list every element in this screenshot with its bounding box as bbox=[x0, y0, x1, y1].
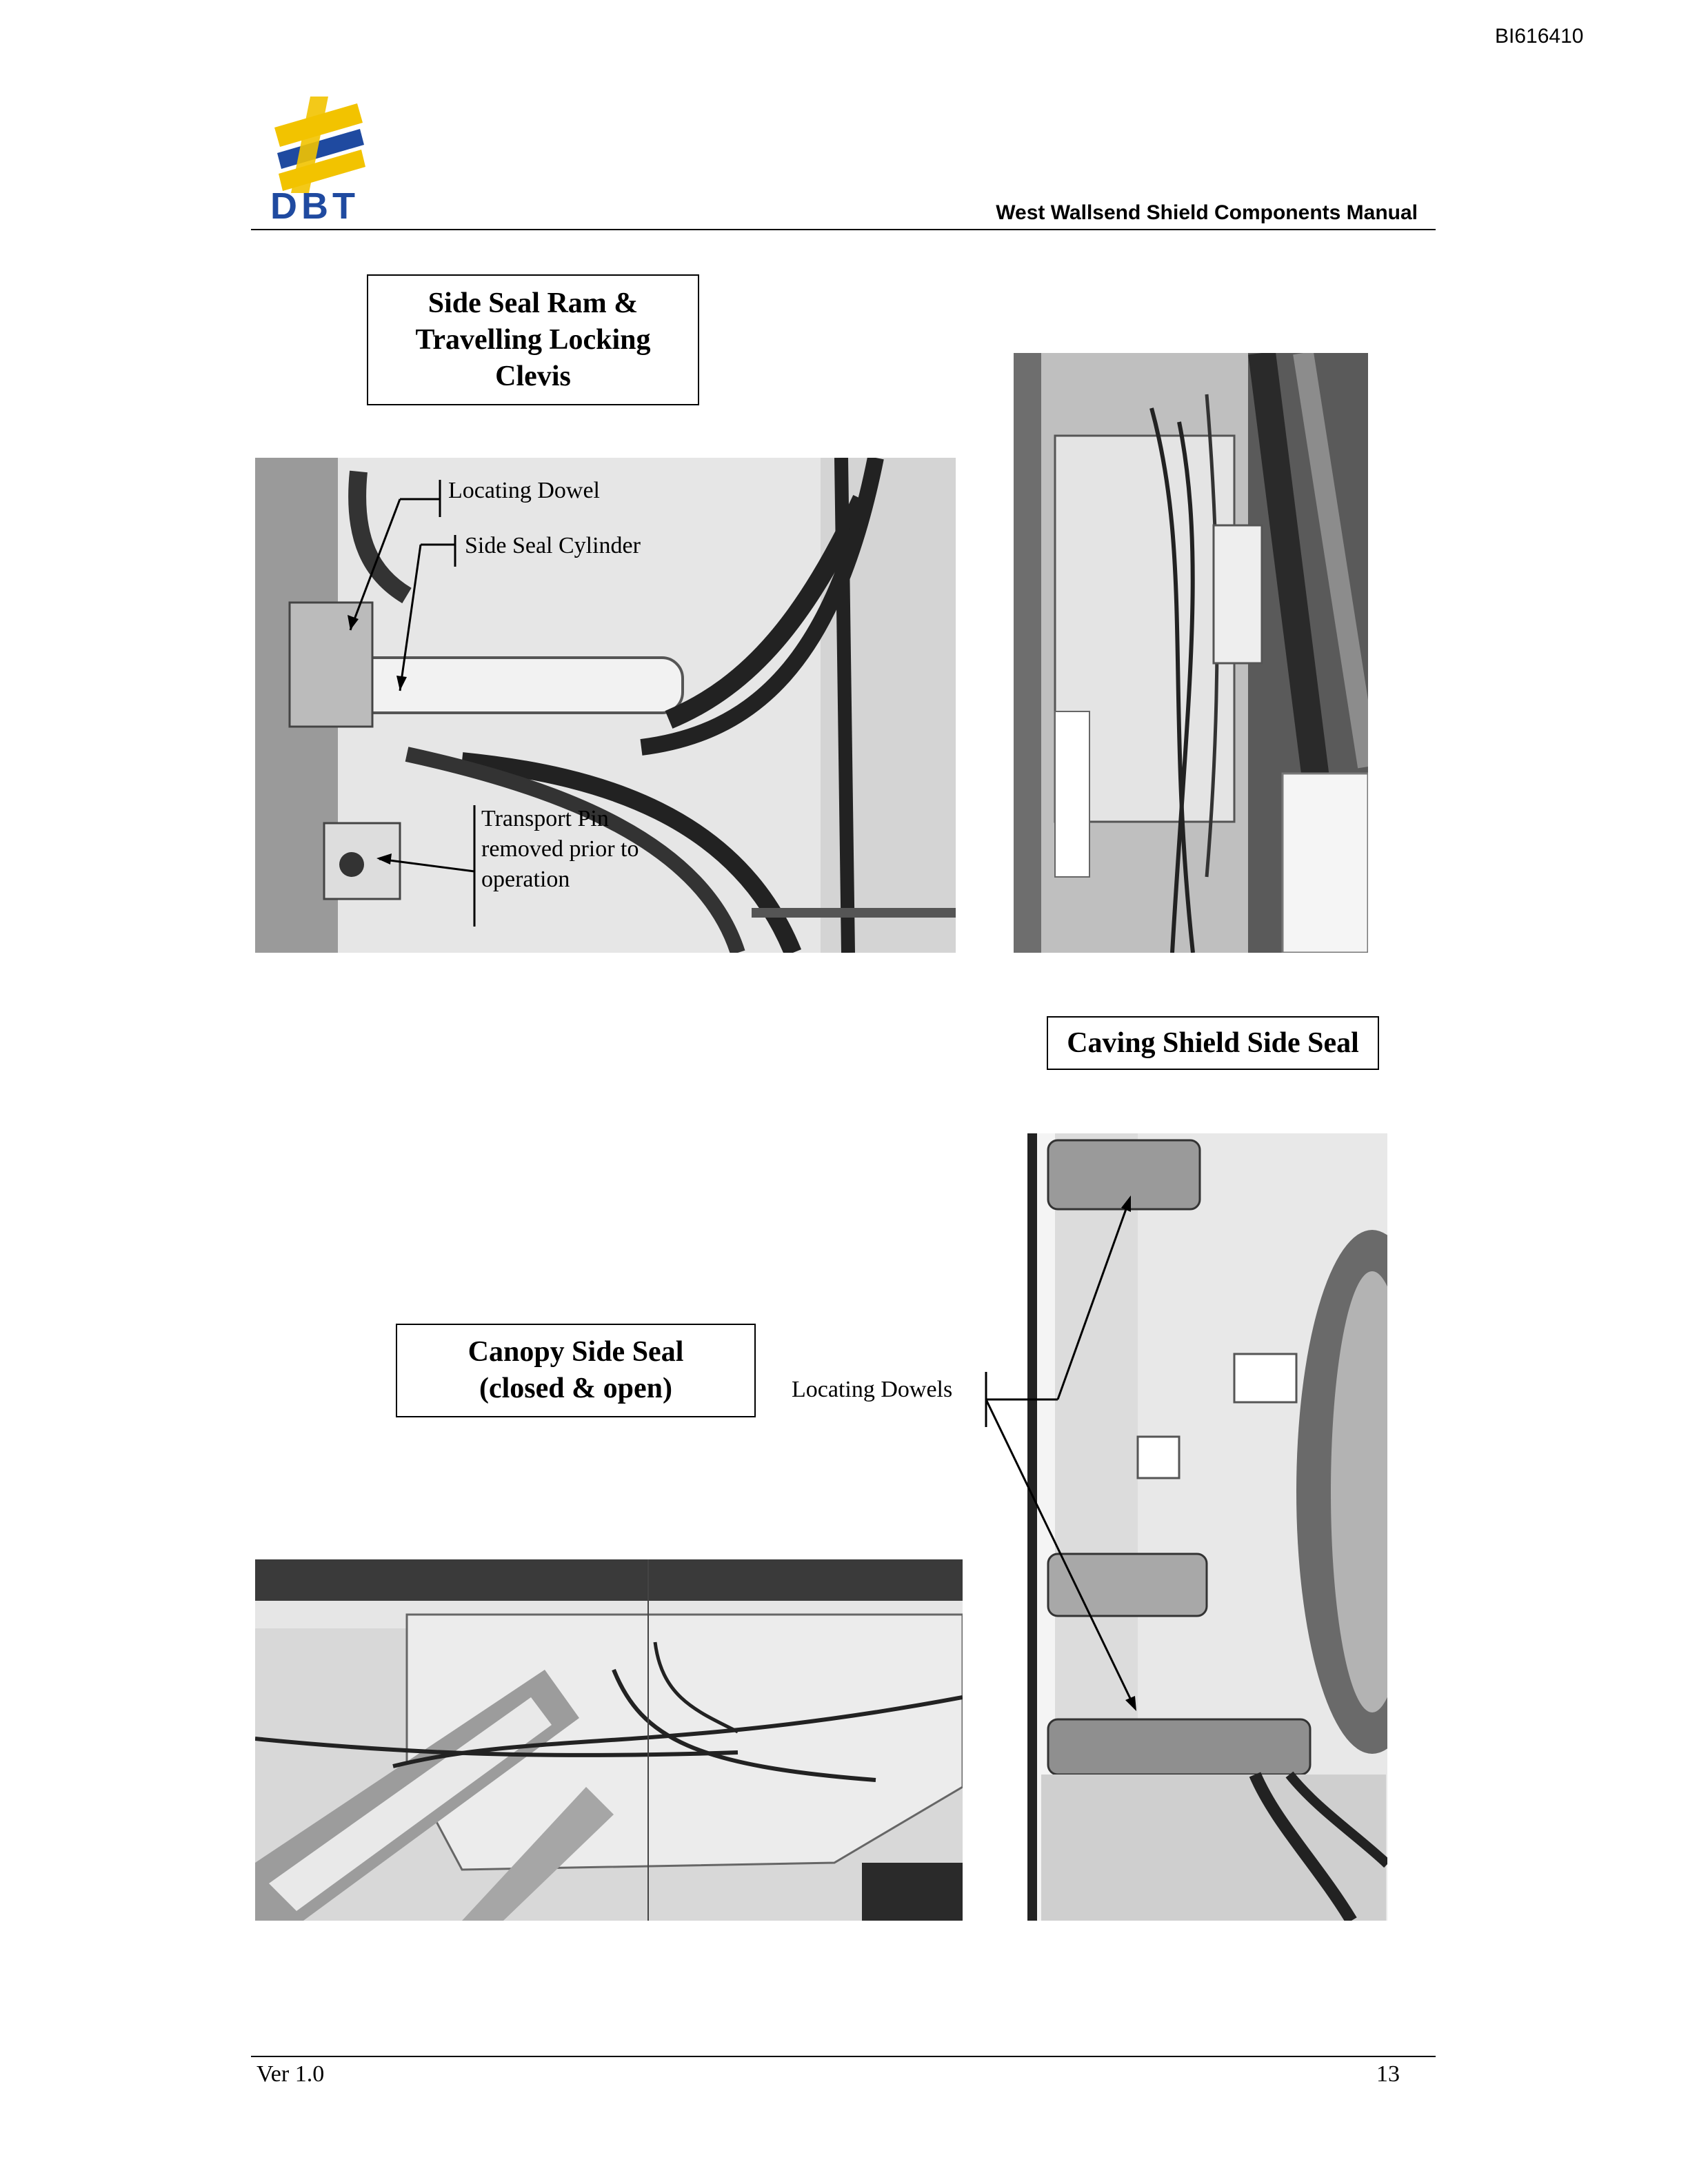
locating-dowels-callout-lines bbox=[965, 1172, 1145, 1723]
caving-shield-photo bbox=[1014, 353, 1368, 953]
header-rule bbox=[251, 229, 1436, 230]
locating-dowels-label: Locating Dowels bbox=[792, 1377, 953, 1402]
document-id: BI616410 bbox=[1495, 25, 1584, 48]
transport-pin-label: Transport Pin removed prior to operation bbox=[481, 806, 639, 892]
canopy-side-seal-caption: Canopy Side Seal (closed & open) bbox=[396, 1324, 756, 1417]
caving-shield-caption: Caving Shield Side Seal bbox=[1047, 1016, 1379, 1070]
canopy-side-seal-photo bbox=[255, 1559, 963, 1921]
footer-rule bbox=[251, 2056, 1436, 2057]
side-seal-ram-caption: Side Seal Ram & Travelling Locking Clevis bbox=[367, 274, 699, 405]
manual-title: West Wallsend Shield Components Manual bbox=[996, 201, 1418, 224]
side-seal-cylinder-label: Side Seal Cylinder bbox=[465, 533, 641, 558]
version-label: Ver 1.0 bbox=[257, 2061, 325, 2087]
page-number: 13 bbox=[1376, 2061, 1400, 2087]
locating-dowel-label: Locating Dowel bbox=[448, 478, 600, 503]
logo-wordmark: DBT bbox=[270, 185, 359, 227]
